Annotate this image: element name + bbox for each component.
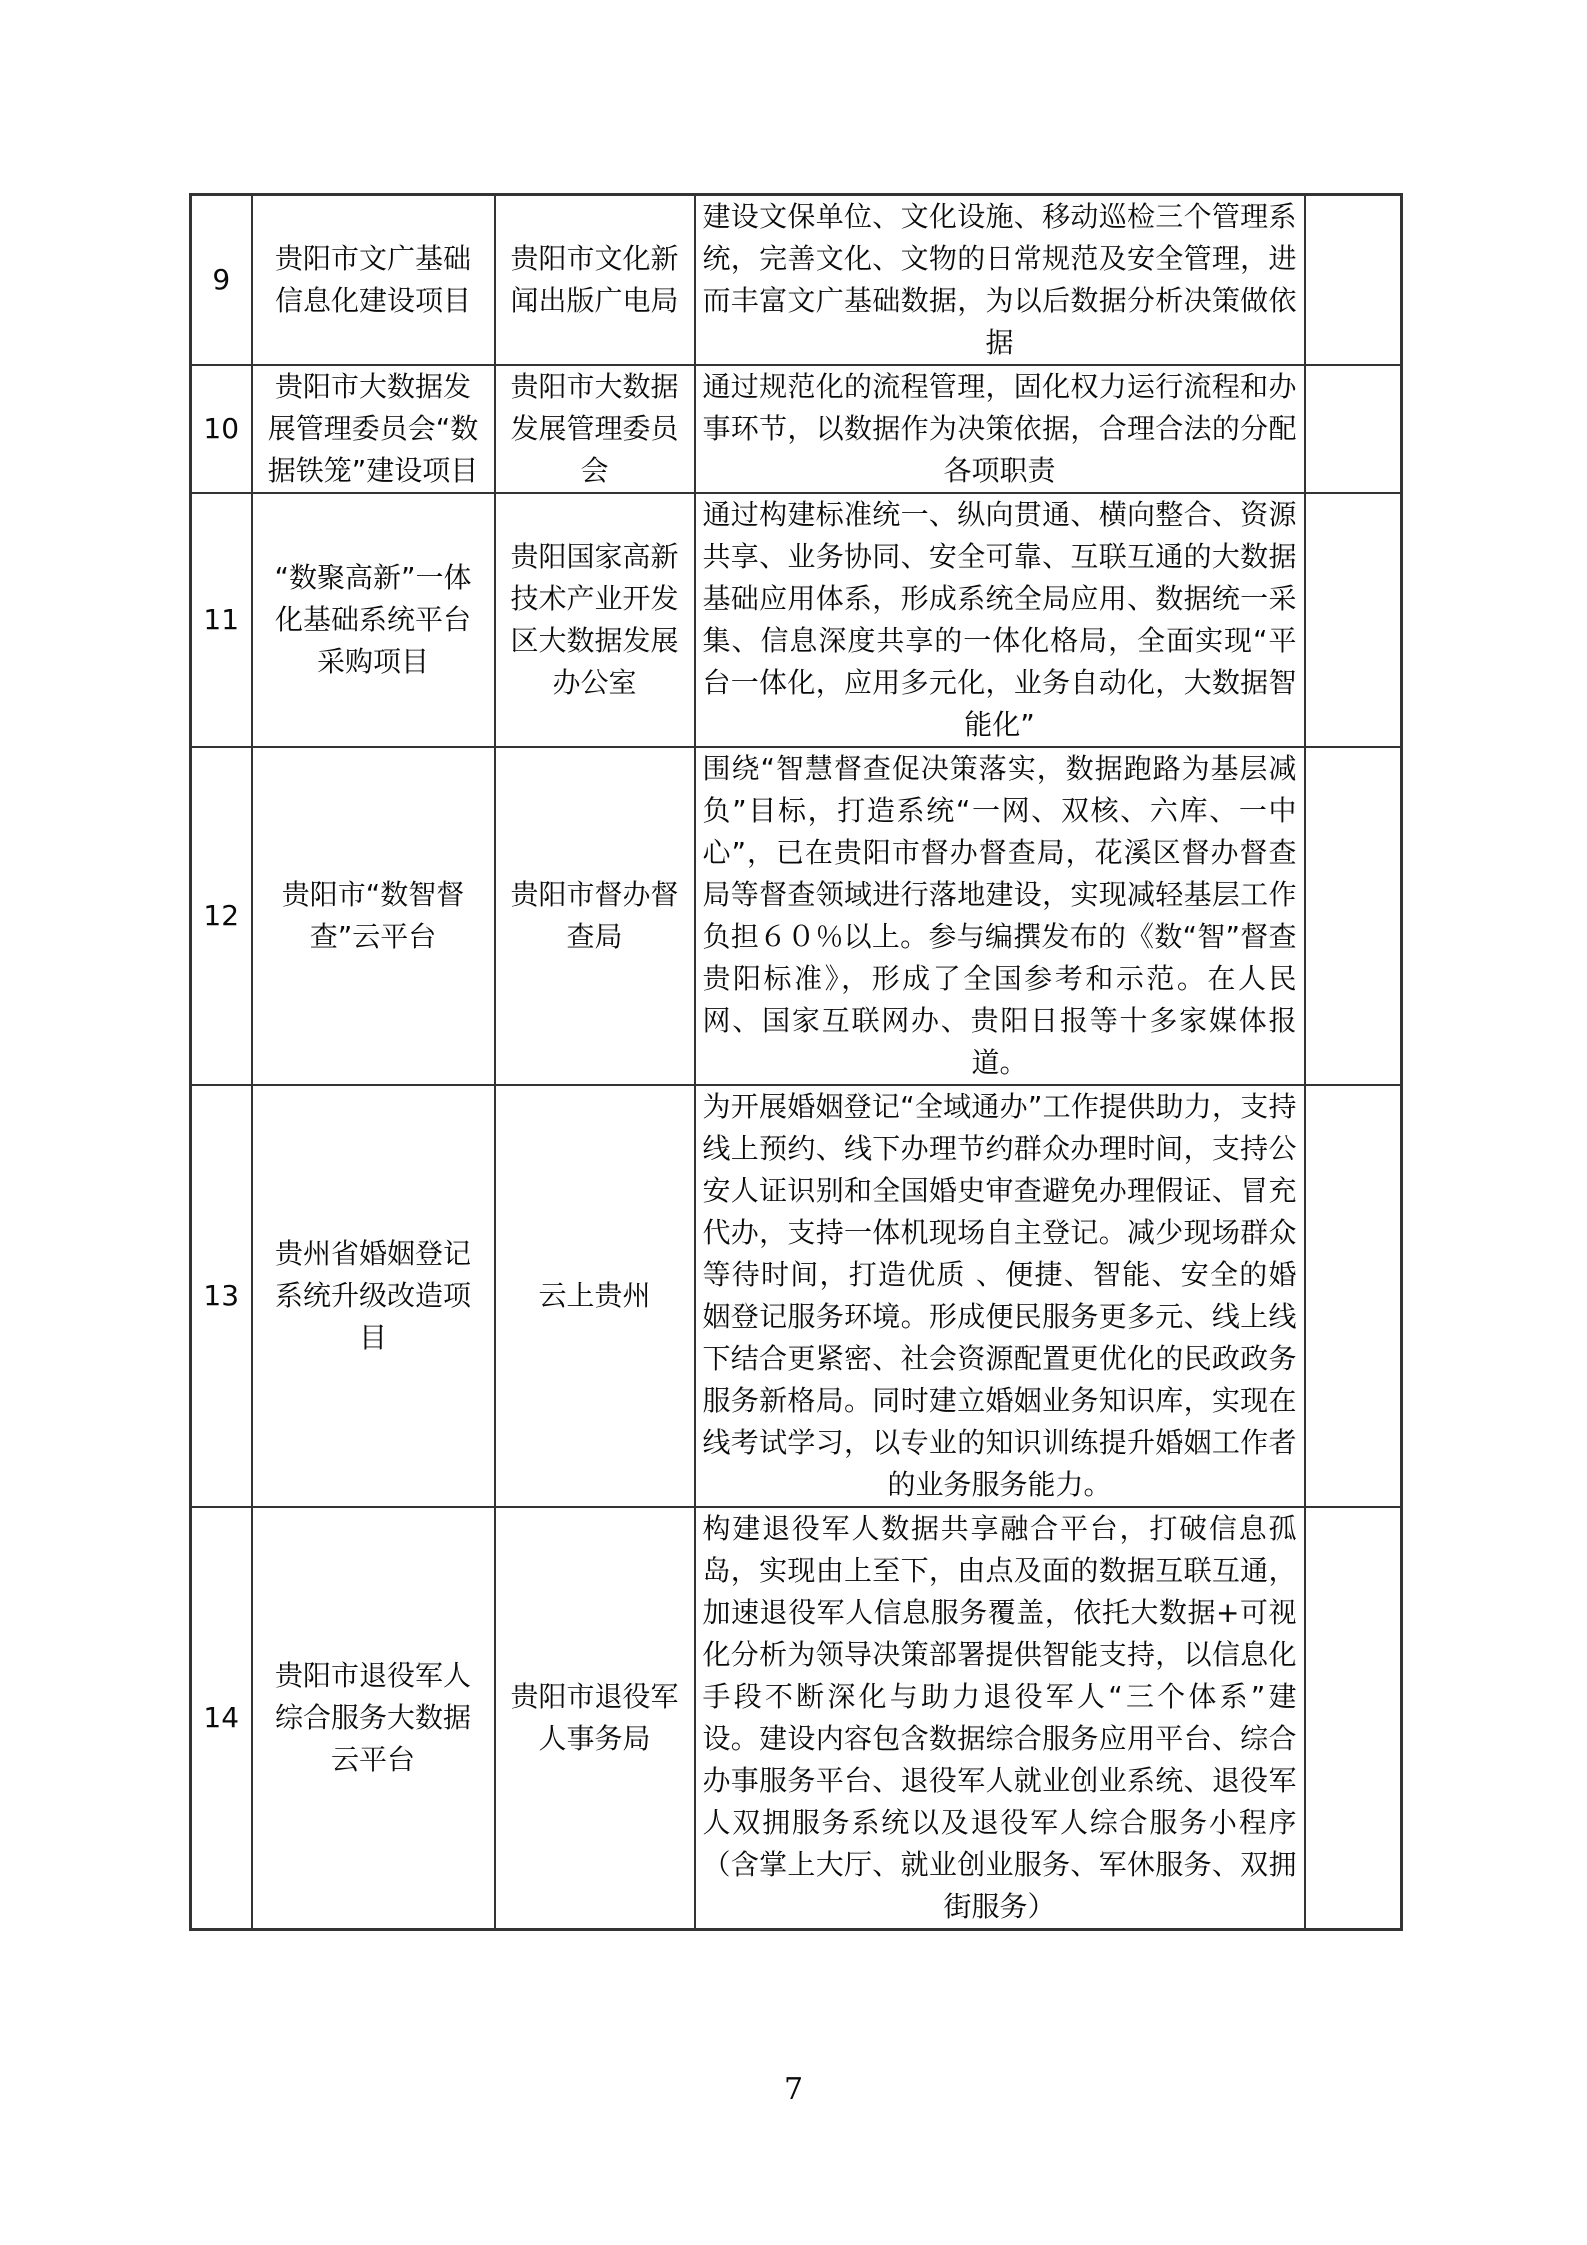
table-row: [191, 1507, 1402, 1930]
row-number-cell: 10: [191, 365, 252, 493]
project-name-cell: 贵阳市“数智督查”云平台: [252, 747, 495, 1085]
empty-note-cell: [1305, 747, 1402, 1085]
page-number: 7: [783, 2072, 804, 2107]
table-row: [191, 747, 1402, 1085]
empty-note-cell: [1305, 365, 1402, 493]
empty-note-cell: [1305, 493, 1402, 747]
project-name-cell: “数聚高新”一体化基础系统平台采购项目: [252, 493, 495, 747]
table-row: [191, 493, 1402, 747]
row-number-cell: 13: [191, 1085, 252, 1507]
description-cell: 通过规范化的流程管理，固化权力运行流程和办事环节，以数据作为决策依据，合理合法的分配各项职责: [695, 365, 1305, 493]
empty-note-cell: [1305, 195, 1402, 366]
empty-note-cell: [1305, 1507, 1402, 1930]
table-row: [191, 195, 1402, 366]
organization-cell: 贵阳市文化新闻出版广电局: [495, 195, 695, 366]
empty-note-cell: [1305, 1085, 1402, 1507]
organization-cell: 贵阳市退役军人事务局: [495, 1507, 695, 1930]
row-number-cell: 9: [191, 195, 252, 366]
organization-cell: 贵阳市大数据发展管理委员会: [495, 365, 695, 493]
organization-cell: 贵阳国家高新技术产业开发区大数据发展办公室: [495, 493, 695, 747]
table-row: [191, 365, 1402, 493]
row-number-cell: 12: [191, 747, 252, 1085]
description-cell: 围绕“智慧督查促决策落实，数据跑路为基层减负”目标，打造系统“一网、双核、六库、一中心”，已在贵阳市督办督查局，花溪区督办督查局等督查领域进行落地建设，实现减轻基层工作负担６０％以上。参与编撰发布的《数“智”督查贵阳标准》，形成了全国参考和示范。在人民网、国家互联网办、贵阳日报等十多家媒体报道。: [695, 747, 1305, 1085]
description-cell: 建设文保单位、文化设施、移动巡检三个管理系统，完善文化、文物的日常规范及安全管理，进而丰富文广基础数据，为以后数据分析决策做依据: [695, 195, 1305, 366]
projects-table: [189, 193, 1403, 1931]
table-row: [191, 1085, 1402, 1507]
project-name-cell: 贵阳市大数据发展管理委员会“数据铁笼”建设项目: [252, 365, 495, 493]
project-name-cell: 贵州省婚姻登记系统升级改造项目: [252, 1085, 495, 1507]
project-name-cell: 贵阳市文广基础信息化建设项目: [252, 195, 495, 366]
organization-cell: 云上贵州: [495, 1085, 695, 1507]
description-cell: 通过构建标准统一、纵向贯通、横向整合、资源共享、业务协同、安全可靠、互联互通的大数据基础应用体系，形成系统全局应用、数据统一采集、信息深度共享的一体化格局，全面实现“平台一体化，应用多元化，业务自动化，大数据智能化”: [695, 493, 1305, 747]
description-cell: 构建退役军人数据共享融合平台，打破信息孤岛，实现由上至下，由点及面的数据互联互通，加速退役军人信息服务覆盖，依托大数据+可视化分析为领导决策部署提供智能支持，以信息化手段不断深化与助力退役军人“三个体系”建 设。建设内容包含数据综合服务应用平台、综合办事服务平台、退役军人就业创业系统、退役军人双拥服务系统以及退役军人综合服务小程序（含掌上大厅、就业创业服务、军休服务、双拥街服务）: [695, 1507, 1305, 1930]
row-number-cell: 11: [191, 493, 252, 747]
project-name-cell: 贵阳市退役军人综合服务大数据云平台: [252, 1507, 495, 1930]
row-number-cell: 14: [191, 1507, 252, 1930]
description-cell: 为开展婚姻登记“全域通办”工作提供助力，支持线上预约、线下办理节约群众办理时间，支持公安人证识别和全国婚史审查避免办理假证、冒充代办，支持一体机现场自主登记。减少现场群众等待时间，打造优质 、便捷、智能、安全的婚姻登记服务环境。形成便民服务更多元、线上线下结合更紧密、社会资源配置更优化的民政政务服务新格局。同时建立婚姻业务知识库，实现在线考试学习，以专业的知识训练提升婚姻工作者的业务服务能力。: [695, 1085, 1305, 1507]
organization-cell: 贵阳市督办督查局: [495, 747, 695, 1085]
projects-table-body: [191, 195, 1402, 1930]
